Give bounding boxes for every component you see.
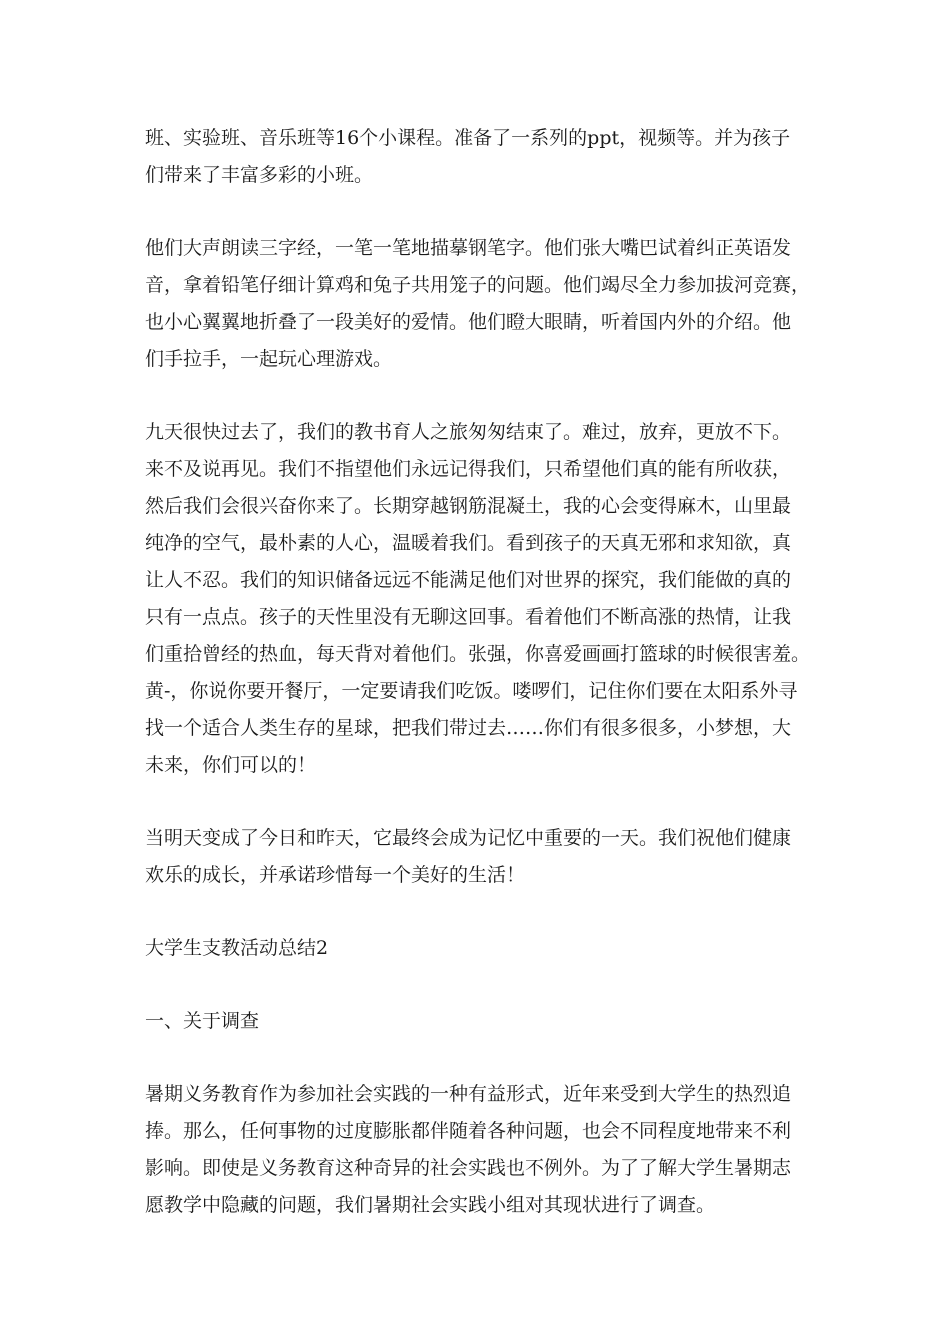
text-line: 然后我们会很兴奋你来了。长期穿越钢筋混凝土，我的心会变得麻木，山里最	[145, 495, 792, 517]
subsection-heading	[145, 1003, 810, 1040]
paragraph-farewell	[145, 414, 810, 784]
text-line: 们带来了丰富多彩的小班。	[145, 164, 374, 186]
text-line: 九天很快过去了，我们的教书育人之旅匆匆结束了。难过，放弃，更放不下。	[145, 421, 792, 443]
text-line: 未来，你们可以的！	[145, 754, 317, 776]
paragraph-wishes	[145, 820, 810, 894]
text-line: 只有一点点。孩子的天性里没有无聊这回事。看着他们不断高涨的热情，让我	[145, 606, 792, 628]
paragraph-survey-intro	[145, 1076, 810, 1224]
heading-text: 一、关于调查	[145, 1010, 260, 1032]
section-heading	[145, 930, 810, 967]
text-line: 欢乐的成长，并承诺珍惜每一个美好的生活！	[145, 864, 526, 886]
paragraph-course-intro	[145, 120, 810, 194]
paragraph-activities	[145, 230, 810, 378]
text-line: 班、实验班、音乐班等16个小课程。准备了一系列的ppt，视频等。并为孩子	[145, 127, 791, 149]
text-line: 找一个适合人类生存的星球，把我们带过去……你们有很多很多，小梦想，大	[145, 717, 792, 739]
text-line: 他们大声朗读三字经，一笔一笔地描摹钢笔字。他们张大嘴巴试着纠正英语发	[145, 237, 792, 259]
heading-text: 大学生支教活动总结2	[145, 937, 329, 959]
text-line: 捧。那么，任何事物的过度膨胀都伴随着各种问题，也会不同程度地带来不利	[145, 1120, 792, 1142]
text-line: 暑期义务教育作为参加社会实践的一种有益形式，近年来受到大学生的热烈追	[145, 1083, 792, 1105]
text-line: 影响。即使是义务教育这种奇异的社会实践也不例外。为了了解大学生暑期志	[145, 1157, 792, 1179]
text-line: 愿教学中隐藏的问题，我们暑期社会实践小组对其现状进行了调查。	[145, 1194, 716, 1216]
text-line: 们重拾曾经的热血，每天背对着他们。张强，你喜爱画画打篮球的时候很害羞。	[145, 643, 811, 665]
text-line: 黄-，你说你要开餐厅，一定要请我们吃饭。喽啰们，记住你们要在太阳系外寻	[145, 680, 798, 702]
text-line: 们手拉手，一起玩心理游戏。	[145, 348, 393, 370]
text-line: 纯净的空气，最朴素的人心，温暖着我们。看到孩子的天真无邪和求知欲，真	[145, 532, 792, 554]
text-line: 当明天变成了今日和昨天，它最终会成为记忆中重要的一天。我们祝他们健康	[145, 827, 792, 849]
text-line: 来不及说再见。我们不指望他们永远记得我们，只希望他们真的能有所收获，	[145, 458, 792, 480]
text-line: 也小心翼翼地折叠了一段美好的爱情。他们瞪大眼睛，听着国内外的介绍。他	[145, 311, 792, 333]
text-line: 让人不忍。我们的知识储备远远不能满足他们对世界的探究，我们能做的真的	[145, 569, 792, 591]
document-body	[145, 120, 810, 1260]
text-line: 音，拿着铅笔仔细计算鸡和兔子共用笼子的问题。他们竭尽全力参加拔河竞赛，	[145, 274, 811, 296]
